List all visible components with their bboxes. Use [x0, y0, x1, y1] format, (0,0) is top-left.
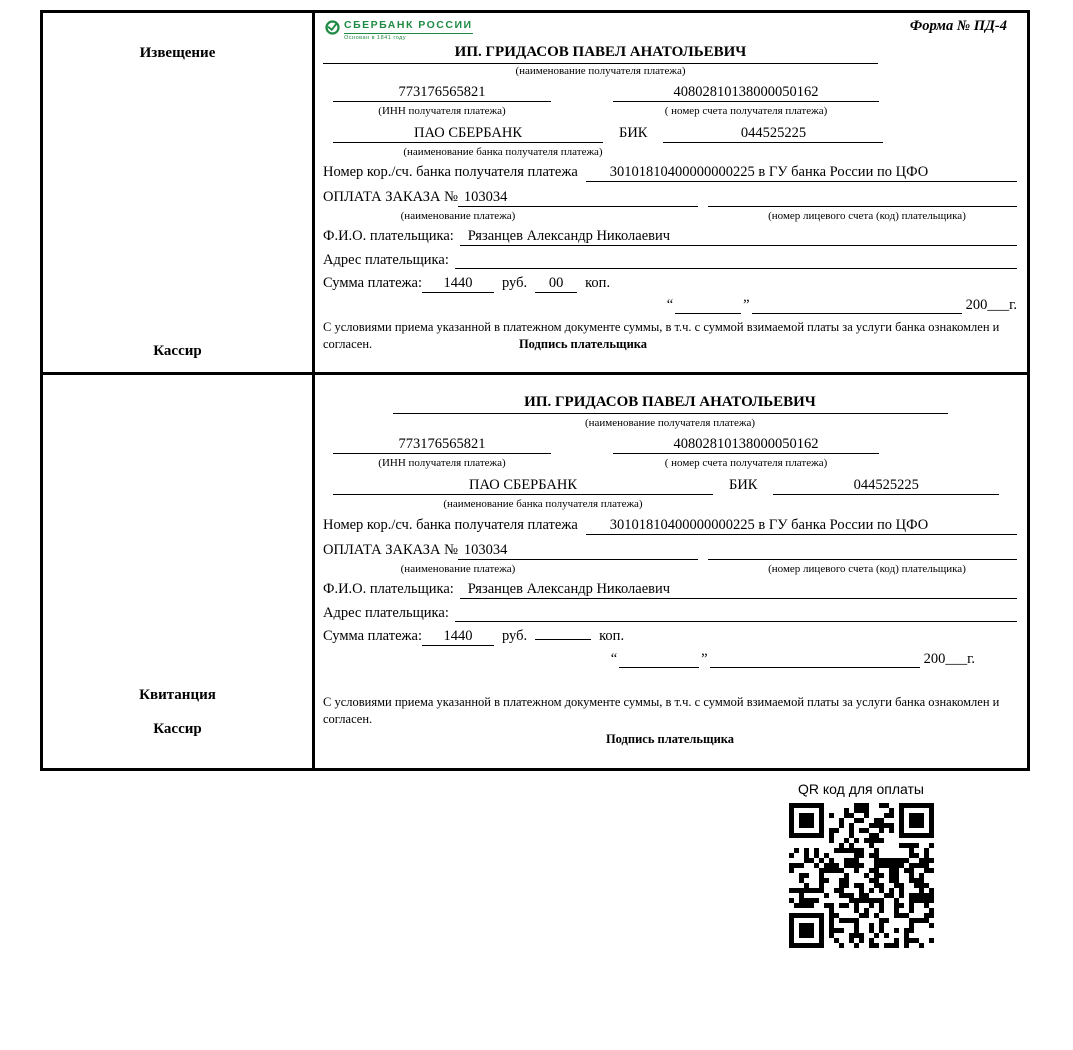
inn-account-row [323, 84, 1017, 102]
payment-form-pd4 [40, 10, 1030, 771]
payer-name-row [323, 228, 1017, 246]
amount-row [323, 275, 1017, 293]
date-year-label: 200___г. [965, 297, 1017, 314]
purpose-captions-row [323, 562, 1017, 576]
corr-account-label: Номер кор./сч. банка получателя платежа [323, 516, 578, 533]
bank-bik-row [323, 125, 1017, 143]
payer-signature-label: Подпись плательщика [518, 337, 648, 352]
purpose-captions-row [323, 209, 1017, 223]
date-day-blank [619, 651, 699, 668]
payee-name: ИП. ГРИДАСОВ ПАВЕЛ АНАТОЛЬЕВИЧ [393, 394, 948, 414]
bik-value: 044525225 [663, 125, 883, 143]
rub-label: руб. [502, 628, 528, 645]
kop-label: коп. [599, 628, 625, 645]
bank-caption: (наименование банка получателя платежа) [443, 497, 643, 510]
inn-caption: (ИНН получателя платежа) [378, 457, 506, 470]
agreement-text: С условиями приема указанной в платежном документе суммы, в т.ч. с суммой взимаемой платы за услуги банка ознакомлен и согласен. [323, 320, 1000, 352]
bik-label: БИК [729, 476, 758, 493]
agreement-block [323, 694, 1017, 728]
bank-caption-row [323, 145, 1017, 159]
payer-address-row [323, 605, 1017, 622]
purpose-caption: (наименование платежа) [400, 562, 516, 575]
payee-inn-value: 773176565821 [333, 84, 551, 102]
date-row [323, 651, 975, 668]
receipt-section [43, 372, 1027, 768]
receipt-body [315, 375, 1027, 768]
sberbank-logo [325, 20, 473, 41]
sberbank-logo-icon [325, 20, 340, 40]
payer-address-row [323, 252, 1017, 269]
personal-account-blank-line [708, 189, 1017, 207]
notice-body [315, 13, 1027, 372]
qr-code [789, 803, 934, 948]
bank-bik-row [323, 477, 1017, 495]
date-month-blank [752, 297, 962, 314]
purpose-caption: (наименование платежа) [400, 209, 516, 222]
amount-label: Сумма платежа: [323, 628, 422, 645]
payment-purpose-value: 103034 [458, 542, 698, 560]
amount-rub-value: 1440 [422, 628, 494, 646]
amount-kop-value [535, 639, 591, 640]
payee-account-value: 40802810138000050162 [613, 84, 879, 102]
payment-purpose-value: 103034 [458, 189, 698, 207]
payer-address-blank-line [455, 605, 1017, 622]
payer-name-label: Ф.И.О. плательщика: [323, 228, 454, 245]
payer-name-value: Рязанцев Александр Николаевич [460, 581, 1017, 599]
payer-signature-label: Подпись плательщика [605, 731, 735, 746]
payee-inn-value: 773176565821 [333, 436, 551, 454]
payment-purpose-row [323, 189, 1017, 207]
payer-name-label: Ф.И.О. плательщика: [323, 581, 454, 598]
account-caption: ( номер счета получателя платежа) [664, 105, 828, 118]
date-month-blank [710, 651, 920, 668]
payer-name-row [323, 581, 1017, 599]
agreement-block [323, 319, 1017, 353]
inn-caption: (ИНН получателя платежа) [378, 105, 506, 118]
bank-caption-row [323, 497, 1017, 511]
payer-address-label: Адрес плательщика: [323, 605, 449, 622]
notice-section [43, 13, 1027, 372]
corr-account-label: Номер кор./сч. банка получателя платежа [323, 163, 578, 180]
inn-account-row [323, 436, 1017, 454]
amount-label: Сумма платежа: [323, 275, 422, 292]
payment-purpose-row [323, 542, 1017, 560]
bank-name-value: ПАО СБЕРБАНК [333, 477, 713, 495]
bank-name-value: ПАО СБЕРБАНК [333, 125, 603, 143]
date-quote-open: “ [666, 297, 674, 314]
payer-address-blank-line [455, 252, 1017, 269]
payment-purpose-label: ОПЛАТА ЗАКАЗА № [323, 188, 458, 205]
payer-name-value: Рязанцев Александр Николаевич [460, 228, 1017, 246]
payee-account-value: 40802810138000050162 [613, 436, 879, 454]
receipt-cashier-label: Кассир [153, 721, 202, 737]
amount-rub-value: 1440 [422, 275, 494, 293]
date-quote-open: “ [610, 651, 618, 668]
account-caption: ( номер счета получателя платежа) [664, 457, 828, 470]
personal-account-blank-line [708, 542, 1017, 560]
payee-name: ИП. ГРИДАСОВ ПАВЕЛ АНАТОЛЬЕВИЧ [323, 44, 878, 64]
personal-account-caption: (номер лицевого счета (код) плательщика) [768, 209, 966, 222]
inn-account-captions [323, 104, 1017, 118]
corr-account-row [323, 517, 1017, 535]
bik-label: БИК [619, 124, 648, 141]
corr-account-value: 30101810400000000225 в ГУ банка России по ЦФО [586, 164, 1017, 182]
personal-account-caption: (номер лицевого счета (код) плательщика) [768, 562, 966, 575]
date-quote-close: ” [743, 297, 750, 314]
corr-account-row [323, 164, 1017, 182]
date-day-blank [675, 297, 741, 314]
payee-name-caption: (наименование получателя платежа) [584, 417, 756, 429]
amount-kop-value: 00 [535, 275, 577, 293]
qr-block [786, 781, 936, 948]
corr-account-value: 30101810400000000225 в ГУ банка России по ЦФО [586, 517, 1017, 535]
notice-cashier-label: Кассир [153, 343, 202, 359]
qr-caption: QR код для оплаты [797, 781, 924, 797]
kop-label: коп. [585, 275, 611, 292]
sberbank-logo-tagline: Основан в 1841 году [344, 33, 473, 41]
receipt-stub-column [43, 375, 315, 768]
form-number-title: Форма № ПД-4 [909, 18, 1007, 34]
notice-stub-label: Извещение [139, 45, 216, 61]
sberbank-logo-text: СБЕРБАНК РОССИИ [344, 19, 473, 31]
date-row [323, 297, 1017, 314]
bank-caption: (наименование банка получателя платежа) [403, 145, 603, 158]
amount-row [323, 628, 1017, 646]
payment-purpose-label: ОПЛАТА ЗАКАЗА № [323, 541, 458, 558]
receipt-stub-label: Квитанция [139, 687, 216, 703]
date-year-label: 200___г. [923, 651, 975, 668]
inn-account-captions [323, 456, 1017, 470]
bik-value: 044525225 [773, 477, 999, 495]
rub-label: руб. [502, 275, 528, 292]
date-quote-close: ” [701, 651, 708, 668]
agreement-text: С условиями приема указанной в платежном документе суммы, в т.ч. с суммой взимаемой платы за услуги банка ознакомлен и согласен. [323, 695, 1000, 727]
notice-stub-column [43, 13, 315, 372]
payee-name-caption: (наименование получателя платежа) [515, 65, 686, 77]
notice-header-row [323, 18, 1017, 44]
payer-address-label: Адрес плательщика: [323, 252, 449, 269]
